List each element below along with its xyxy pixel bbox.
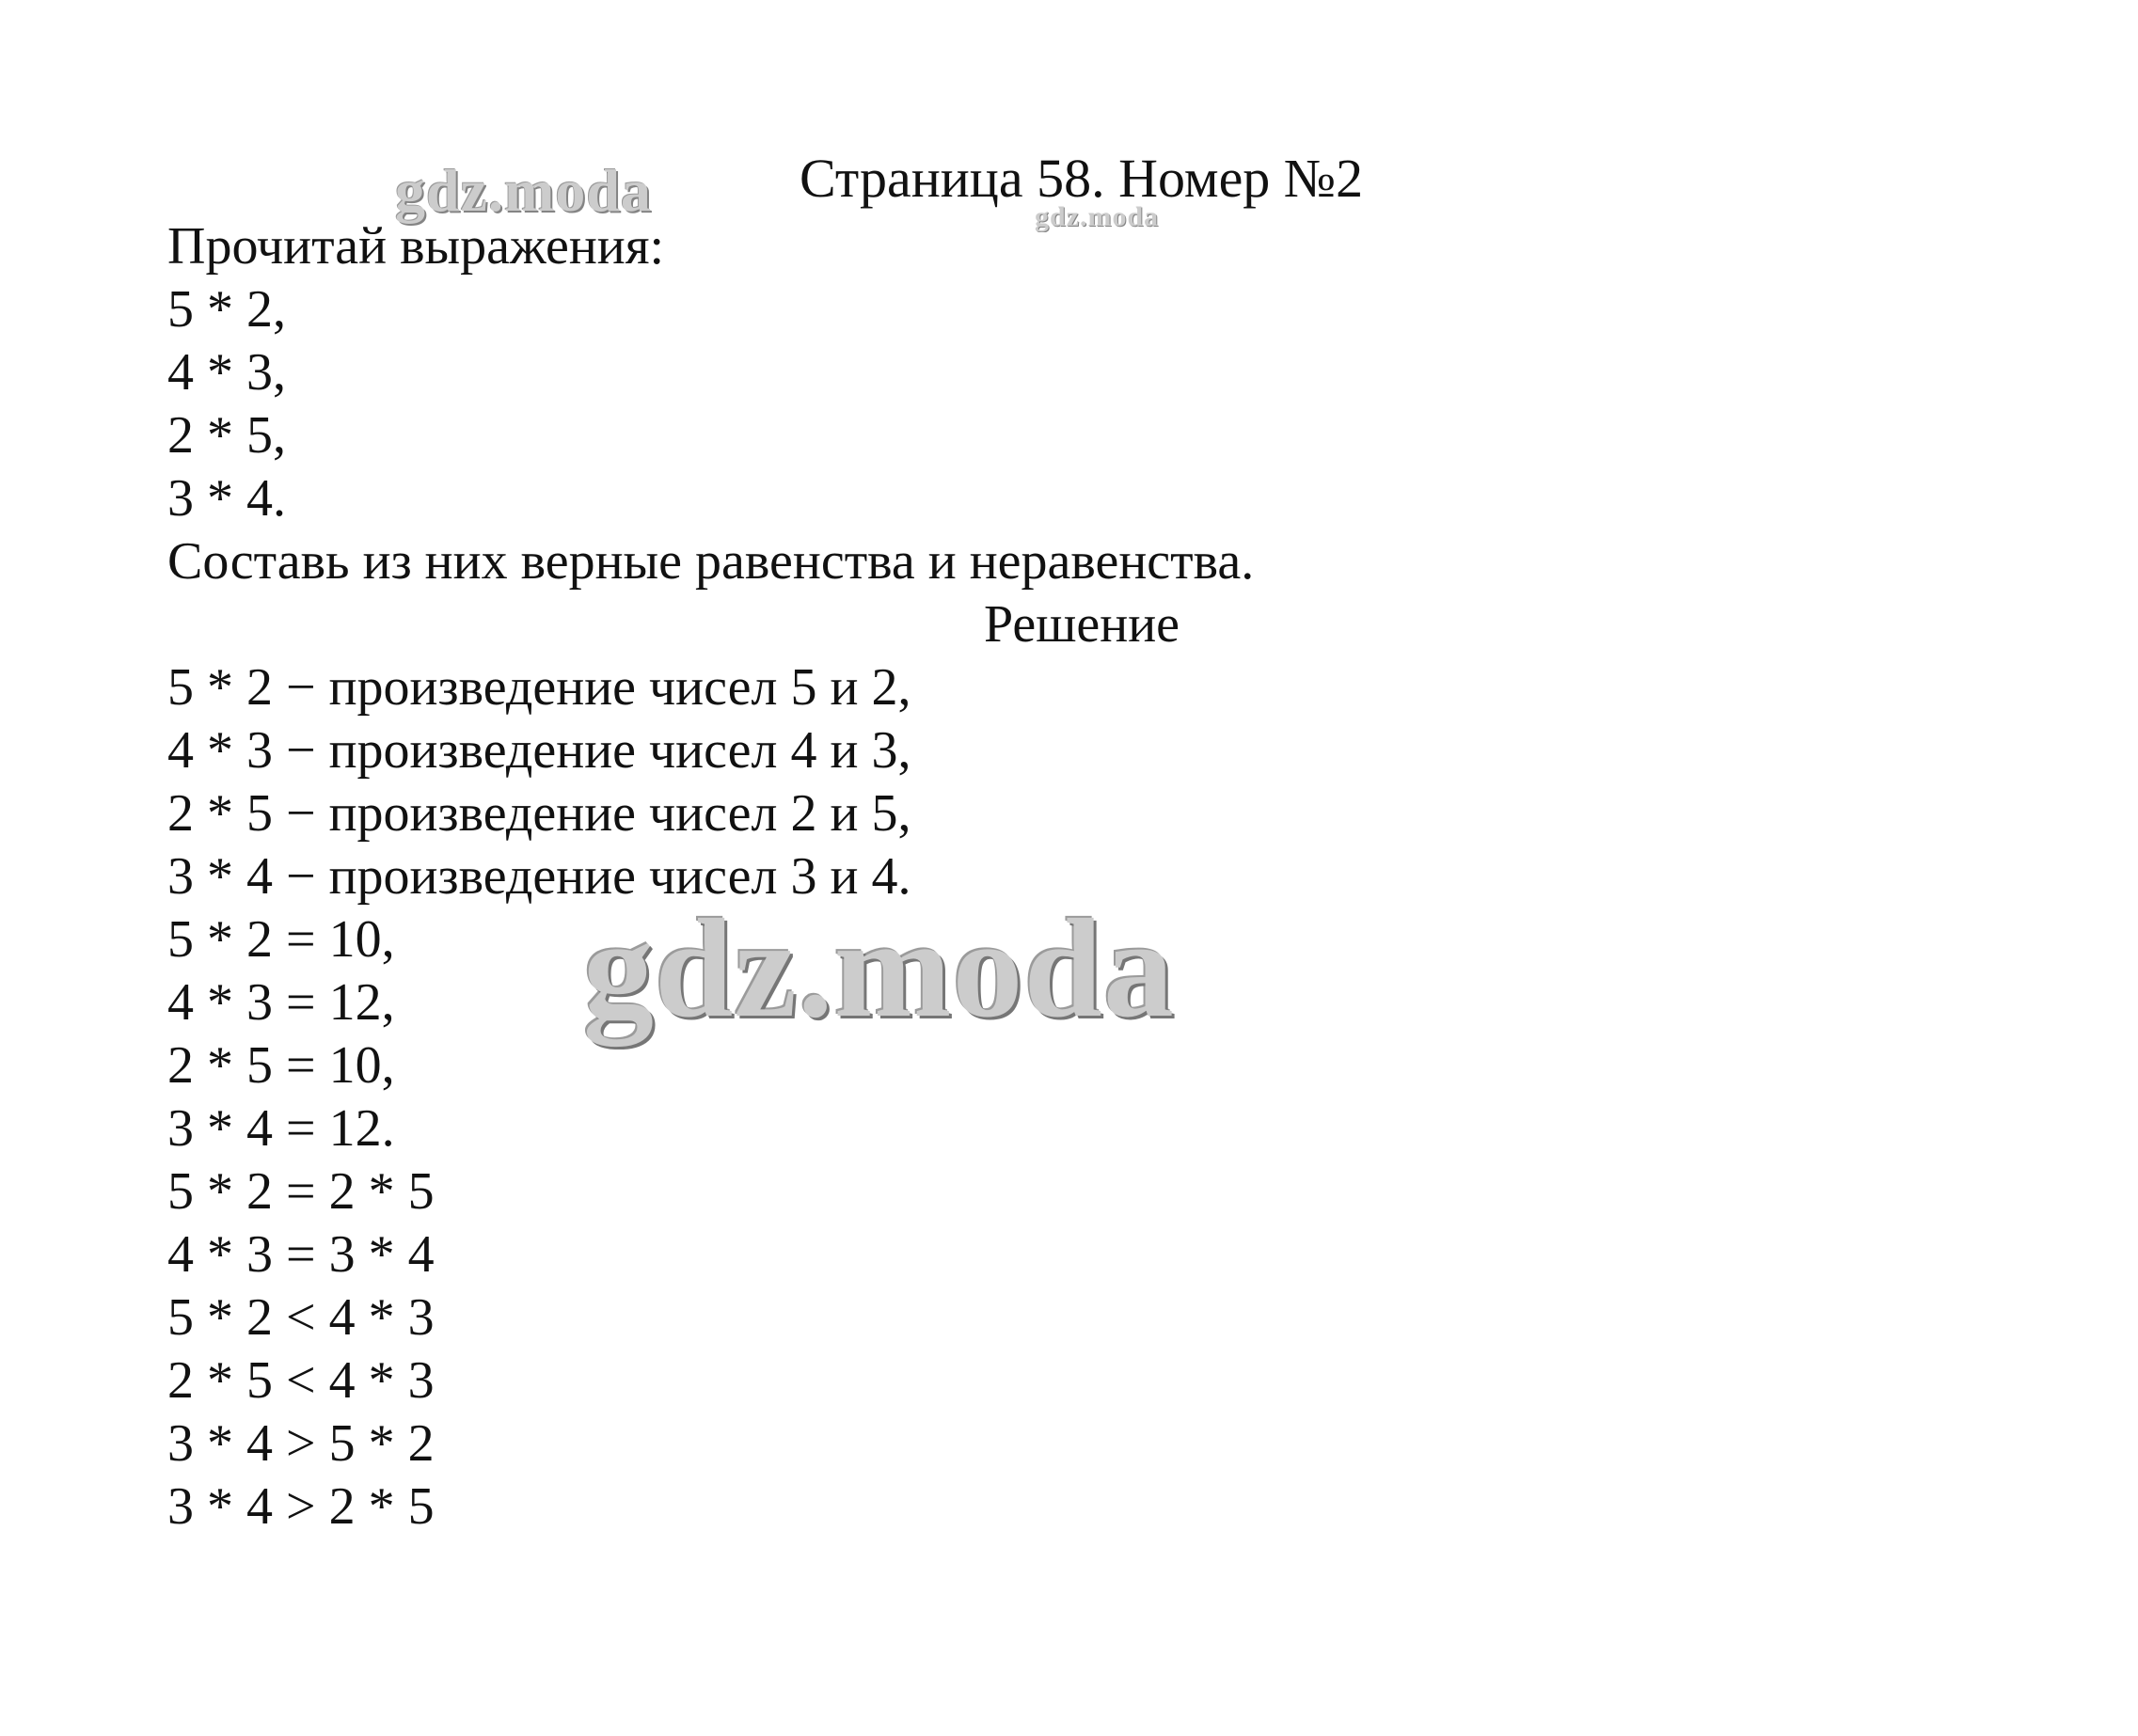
document-body: [167, 215, 1254, 1539]
solution-line: 2 * 5 − произведение чисел 2 и 5,: [167, 784, 911, 843]
solution-line: 5 * 2 = 2 * 5: [167, 1162, 435, 1221]
solution-line: 5 * 2 − произведение чисел 5 и 2,: [167, 658, 911, 717]
task-intro: Прочитай выражения:: [167, 217, 665, 276]
task-instruction: Составь из них верные равенства и неравенства.: [167, 532, 1255, 591]
solution-line: 3 * 4 > 5 * 2: [167, 1414, 435, 1473]
solution-line: 4 * 3 − произведение чисел 4 и 3,: [167, 721, 911, 780]
watermark-logo-small: gdz.moda: [1035, 201, 1160, 232]
expression-line: 2 * 5,: [167, 406, 286, 465]
solution-heading: Решение: [984, 595, 1180, 654]
solution-line: 5 * 2 = 10,: [167, 910, 395, 969]
solution-line: 2 * 5 = 10,: [167, 1036, 395, 1095]
solution-line: 4 * 3 = 12,: [167, 973, 395, 1032]
expression-line: 4 * 3,: [167, 343, 286, 402]
watermark-logo-large: gdz.moda: [583, 891, 1175, 1047]
solution-line: 4 * 3 = 3 * 4: [167, 1225, 435, 1284]
expression-line: 5 * 2,: [167, 280, 286, 339]
solution-line: 3 * 4 > 2 * 5: [167, 1477, 435, 1536]
watermark-logo: gdz.moda: [395, 157, 652, 224]
expression-line: 3 * 4.: [167, 469, 286, 528]
solution-line: 3 * 4 − произведение чисел 3 и 4.: [167, 847, 911, 906]
solution-line: 2 * 5 < 4 * 3: [167, 1351, 435, 1410]
solution-line: 5 * 2 < 4 * 3: [167, 1288, 435, 1347]
page-title: Страница 58. Номер №2: [800, 148, 1364, 209]
solution-line: 3 * 4 = 12.: [167, 1099, 395, 1158]
